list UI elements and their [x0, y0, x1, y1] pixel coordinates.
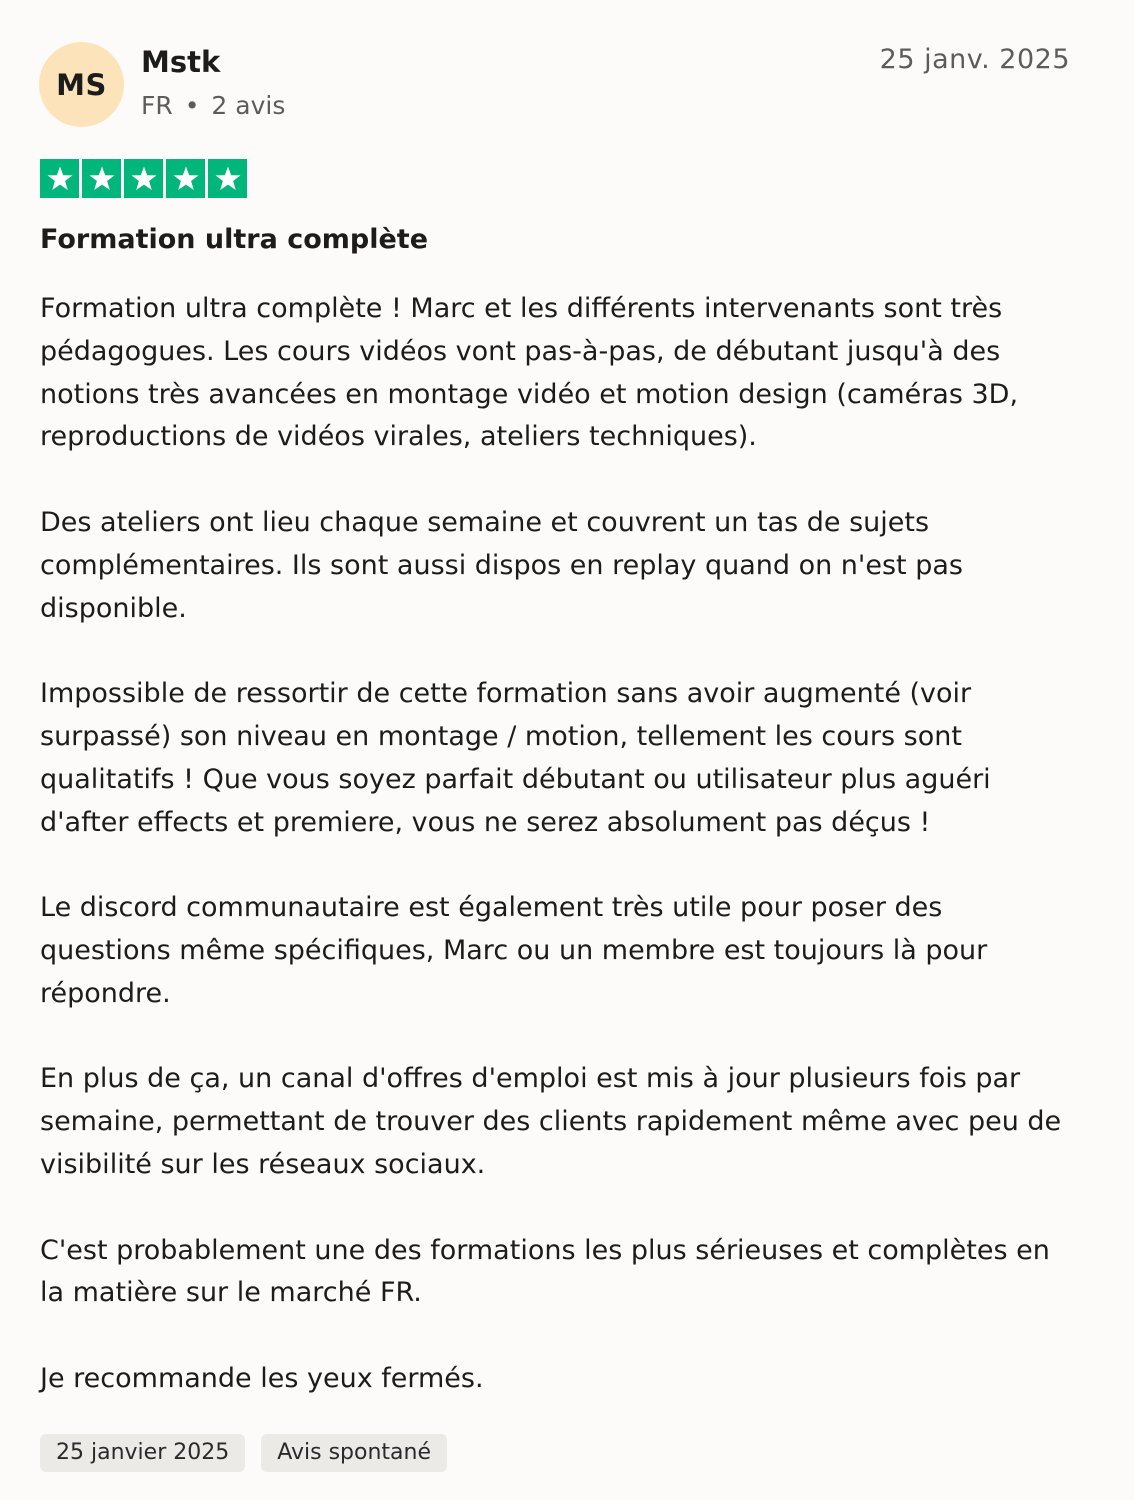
star-icon — [82, 159, 121, 198]
review-type-tag: Avis spontané — [261, 1434, 447, 1472]
review-paragraph: Formation ultra complète ! Marc et les différents intervenants sont très pédagogues. Les cours vidéos vont pas-à-pas, de débutant jusqu'à des notions très avancées en montage vidéo et motion design (caméras 3D, reproductions de vidéos virales, ateliers techniques). — [40, 293, 1019, 453]
review-paragraph: Je recommande les yeux fermés. — [40, 1362, 484, 1394]
star-icon — [40, 159, 79, 198]
author-info — [141, 44, 285, 122]
avatar[interactable]: MS — [39, 42, 124, 127]
review-paragraph: En plus de ça, un canal d'offres d'emploi est mis à jour plusieurs fois par semaine, permettant de trouver des clients rapidement même avec peu de visibilité sur les réseaux sociaux. — [40, 1063, 1062, 1180]
review-date: 25 janv. 2025 — [879, 44, 1070, 75]
review-header — [39, 42, 1070, 132]
star-rating — [40, 159, 247, 198]
review-paragraph: Le discord communautaire est également très utile pour poser des questions même spécifiques, Marc ou un membre est toujours là pour répondre. — [40, 892, 988, 1009]
meta-separator: • — [184, 91, 200, 120]
star-icon — [166, 159, 205, 198]
star-icon — [124, 159, 163, 198]
experience-date-tag: 25 janvier 2025 — [40, 1434, 245, 1472]
review-paragraph: C'est probablement une des formations les plus sérieuses et complètes en la matière sur le marché FR. — [40, 1234, 1050, 1309]
author-meta — [141, 90, 285, 122]
review-paragraph: Des ateliers ont lieu chaque semaine et couvrent un tas de sujets complémentaires. Ils sont aussi dispos en replay quand on n'est pas disponible. — [40, 506, 963, 624]
review-paragraph: Impossible de ressortir de cette formation sans avoir augmenté (voir surpassé) son niveau en montage / motion, tellement les cours sont qualitatifs ! Que vous soyez parfait débutant ou utilisateur plus aguéri d'after effects et premiere, vous ne serez absolument pas déçus ! — [40, 678, 991, 838]
review-title[interactable]: Formation ultra complète — [40, 224, 429, 255]
review-tags — [40, 1434, 447, 1472]
author-country: FR — [141, 91, 173, 120]
review-body — [40, 288, 1080, 1444]
star-icon — [208, 159, 247, 198]
author-name[interactable]: Mstk — [141, 45, 221, 79]
author-review-count: 2 avis — [211, 91, 286, 120]
